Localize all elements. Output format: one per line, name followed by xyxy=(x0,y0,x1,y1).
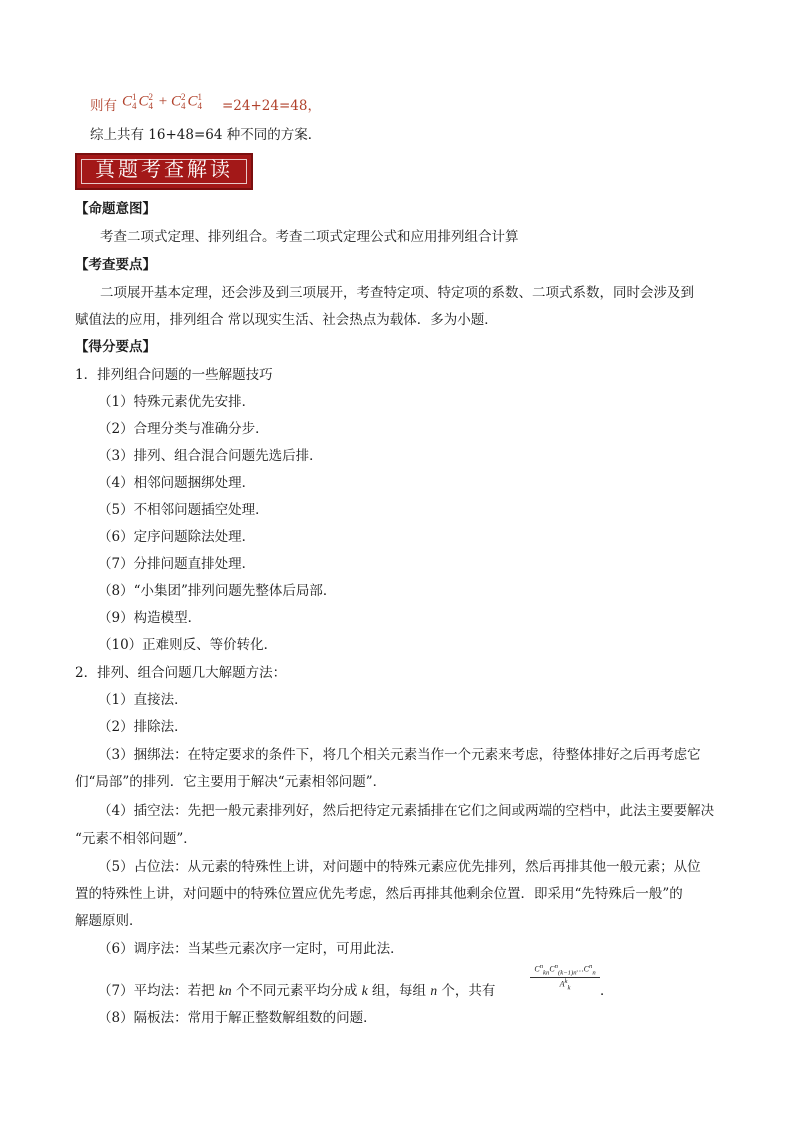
method-average-end: ． xyxy=(600,983,614,999)
part2-heading: 2．排列、组合问题几大解题方法： xyxy=(75,665,287,681)
method-position-3: 解题原则． xyxy=(75,913,143,929)
list-item: （9）构造模型． xyxy=(98,610,202,626)
method-average-c: 组，每组 xyxy=(372,983,427,999)
list-item: （6）定序问题除法处理． xyxy=(98,529,256,545)
summary-line: 综上共有 16+48=64 种不同的方案． xyxy=(90,127,322,143)
list-item: （1）特殊元素优先安排． xyxy=(98,394,256,410)
intent-text: 考查二项式定理、排列组合。考查二项式定理公式和应用排列组合计算 xyxy=(100,229,519,245)
method-bundle-2: 们“局部”的排列．它主要用于解决“元素相邻问题”． xyxy=(75,774,387,790)
combination-formula: C 1 4 C 2 4 + C 2 4 C 1 4 xyxy=(122,92,203,111)
points-tag: 【考查要点】 xyxy=(75,257,156,273)
var-n: n xyxy=(430,983,438,998)
list-item: （4）相邻问题捆绑处理． xyxy=(98,475,256,491)
method-position-1: （5）占位法：从元素的特殊性上讲，对问题中的特殊元素应优先排列，然后再排其他一般元素；从位 xyxy=(98,859,701,875)
list-item: （3）排列、组合混合问题先选后排． xyxy=(98,448,323,464)
method-average xyxy=(98,981,495,1001)
method-exclusion: （2）排除法． xyxy=(98,719,188,735)
method-bundle-1: （3）捆绑法：在特定要求的条件下，将几个相关元素当作一个元素来考虑，待整体排好之后再考虑它 xyxy=(98,747,701,763)
section-banner xyxy=(75,153,253,190)
method-partition: （8）隔板法：常用于解正整数解组数的问题． xyxy=(98,1010,377,1026)
method-insert-2: “元素不相邻问题”． xyxy=(75,831,197,847)
method-position-2: 置的特殊性上讲，对问题中的特殊位置应优先考虑，然后再排其他剩余位置．即采用“先特殊后一般”的 xyxy=(75,886,683,902)
fraction-numerator: $C^n_{kn}C^n_{(k-1)n}\dots C^n_n$ xyxy=(530,963,600,978)
method-order: （6）调序法：当某些元素次序一定时，可用此法． xyxy=(98,941,404,957)
method-insert-1: （4）插空法：先把一般元素排列好，然后把待定元素插排在它们之间或两端的空档中，此法主要要解决 xyxy=(98,803,715,819)
then-result: =24+24=48， xyxy=(222,98,321,114)
banner-title: 真题考查解读 xyxy=(95,157,233,181)
list-item: （2）合理分类与准确分步． xyxy=(98,421,269,437)
fraction-denominator: $A^k_k$ xyxy=(559,978,571,992)
method-direct: （1）直接法． xyxy=(98,692,188,708)
list-item: （5）不相邻问题插空处理． xyxy=(98,502,269,518)
then-prefix: 则有 xyxy=(90,98,117,114)
list-item: （8）“小集团”排列问题先整体后局部． xyxy=(98,583,337,599)
method-average-a: （7）平均法：若把 xyxy=(98,983,215,999)
intent-tag: 【命题意图】 xyxy=(75,201,156,217)
method-average-b: 个不同元素平均分成 xyxy=(235,983,358,999)
part1-heading: 1．排列组合问题的一些解题技巧 xyxy=(75,367,273,383)
list-item: （10）正难则反、等价转化． xyxy=(98,637,278,653)
points-text-2: 赋值法的应用，排列组合 常以现实生活、社会热点为载体．多为小题． xyxy=(75,312,498,328)
list-item: （7）分排问题直排处理． xyxy=(98,556,256,572)
var-k: k xyxy=(361,983,368,998)
var-kn: kn xyxy=(218,983,232,998)
average-fraction xyxy=(530,963,600,992)
method-average-d: 个，共有 xyxy=(441,983,496,999)
points-text-1: 二项展开基本定理，还会涉及到三项展开，考查特定项、特定项的系数、二项式系数，同时会涉及到 xyxy=(100,285,694,301)
score-tag: 【得分要点】 xyxy=(75,339,156,355)
